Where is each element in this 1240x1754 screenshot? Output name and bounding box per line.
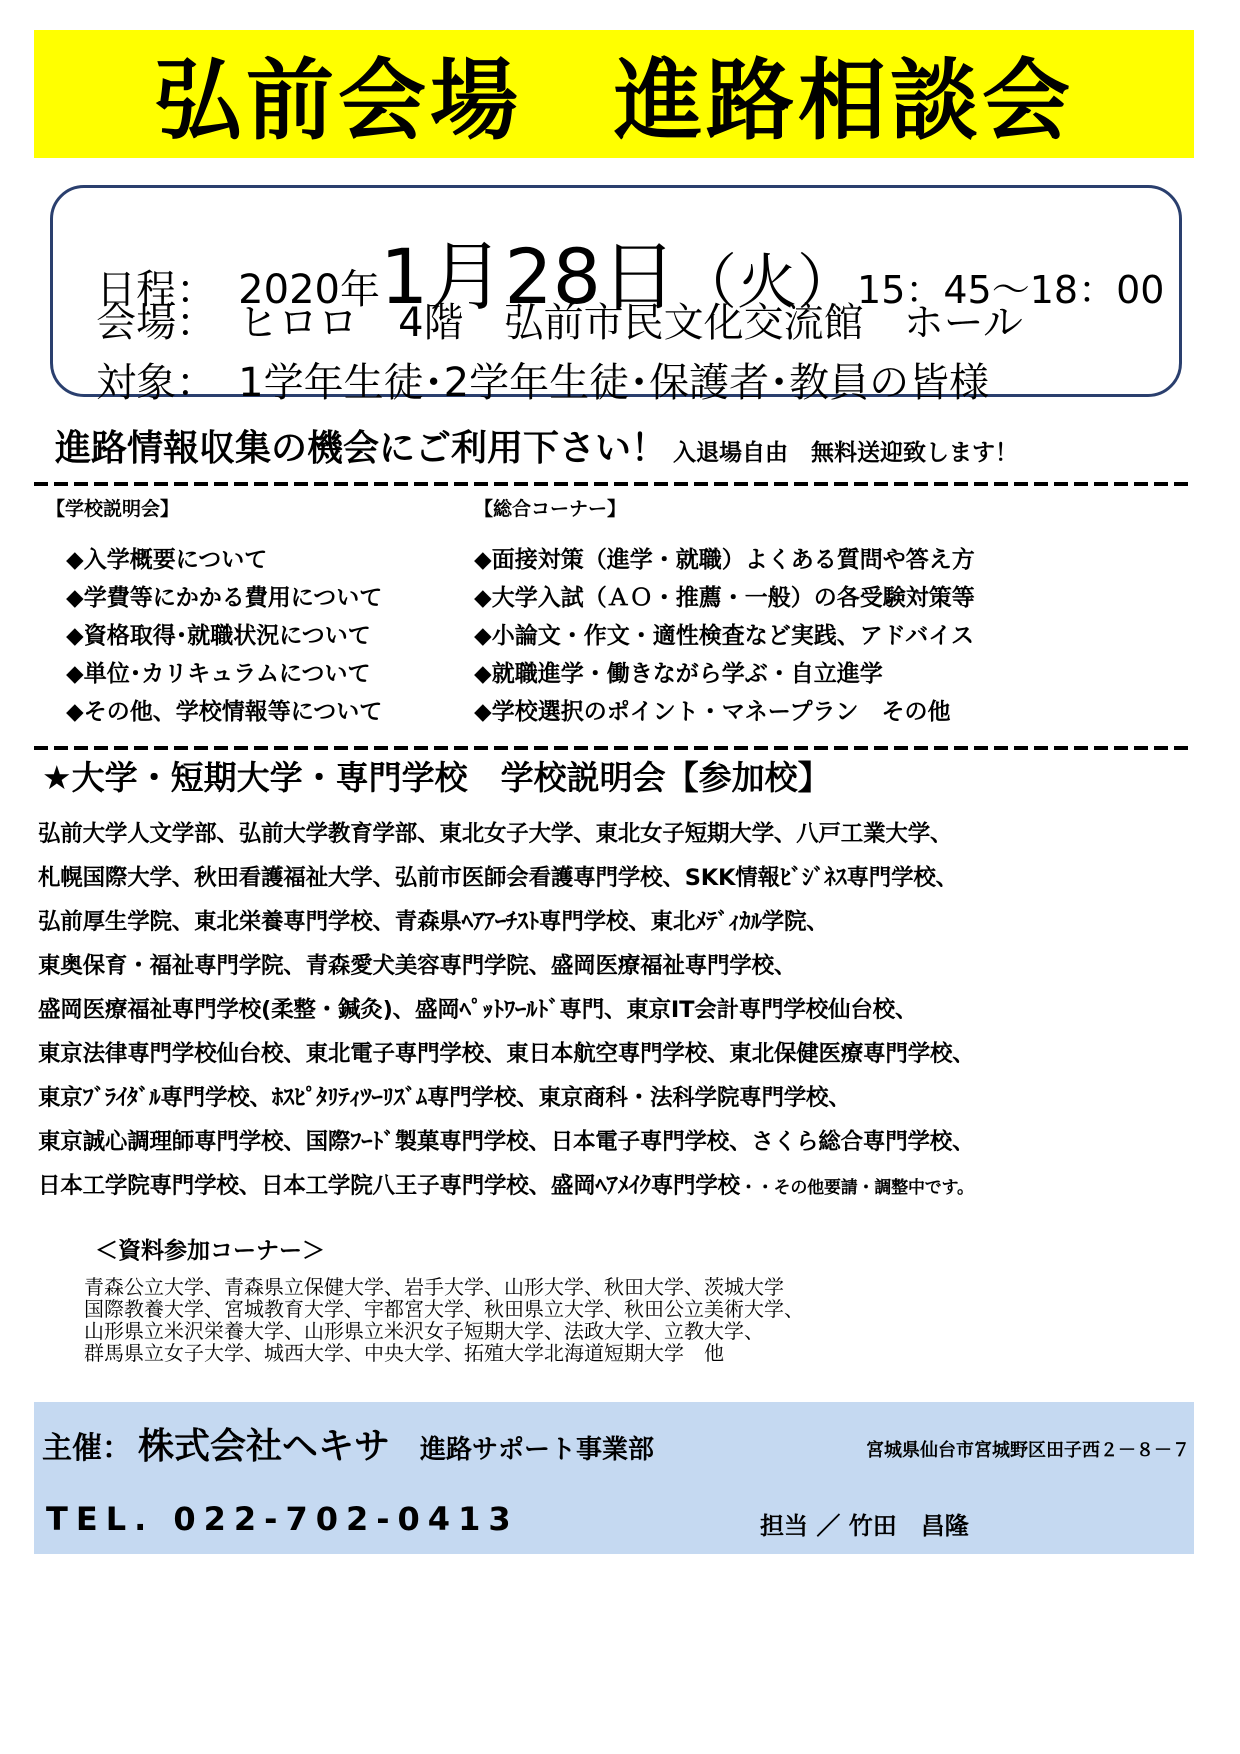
general-corner-section [474,494,975,731]
list-item: 東京誠心調理師専門学校、国際ﾌｰﾄﾞ製菓専門学校、日本電子専門学校、さくら総合専門学校、 [38,1129,975,1155]
page-title: 弘前会場 進路相談会 [153,49,1074,152]
materials-list [84,1276,804,1364]
divider [34,746,1194,750]
tagline [55,420,1205,471]
date-month-day: 1月28日 [379,232,678,321]
address: 宮城県仙台市宮城野区田子西２－８－７ [866,1440,1190,1461]
list-item: ◆面接対策（進学・就職）よくある質問や答え方 [474,547,975,573]
target-value: 1学年生徒･2学年生徒･保護者･教員の皆様 [238,360,990,406]
list-item: 青森公立大学、青森県立保健大学、岩手大学、山形大学、秋田大学、茨城大学 [84,1275,784,1299]
school-line-text: 日本工学院専門学校、日本工学院八王子専門学校、盛岡ﾍｱﾒｲｸ専門学校 [38,1173,740,1199]
list-item: ◆資格取得･就職状況について [66,623,371,649]
list-item: ◆単位･カリキュラムについて [66,661,371,687]
list-item: ◆その他、学校情報等について [66,699,383,725]
target-row [86,332,989,408]
participants-heading: ★大学・短期大学・専門学校 学校説明会【参加校】 [42,758,831,797]
tagline-sub: 入退場自由 無料送迎致します！ [673,440,1019,466]
list-item: ◆学費等にかかる費用について [66,585,383,611]
list-item: 国際教養大学、宮城教育大学、宇都宮大学、秋田県立大学、秋田公立美術大学、 [84,1297,804,1321]
venue-label: 会場： [96,300,217,346]
target-label: 対象： [96,360,217,406]
list-item: ◆大学入試（ＡＯ・推薦・一般）の各受験対策等 [474,585,975,611]
venue-value: ヒロロ 4階 弘前市民文化交流館 ホール [238,300,1023,346]
pending-note: ・・その他要請・調整中です。 [739,1178,974,1198]
date-label: 日程： [96,267,217,313]
list-item: ◆学校選択のポイント・マネープラン その他 [474,699,951,725]
list-item: 東京ﾌﾞﾗｲﾀﾞﾙ専門学校、ﾎｽﾋﾟﾀﾘﾃｨﾂｰﾘｽﾞﾑ専門学校、東京商科・法科学院専門学校、 [38,1085,851,1111]
list-item: 東京法律専門学校仙台校、東北電子専門学校、東日本航空専門学校、東北保健医療専門学校、 [38,1041,975,1067]
list-item [38,1164,1208,1208]
list-item: 札幌国際大学、秋田看護福祉大学、弘前市医師会看護専門学校、SKK情報ﾋﾞｼﾞﾈｽ専門学校、 [38,865,958,891]
materials-heading: ＜資料参加コーナー＞ [95,1238,325,1264]
organizer-footer [34,1402,1194,1554]
participating-schools [38,812,1208,1208]
phone-number: TEL. 022-702-0413 [46,1500,519,1538]
department-name: 進路サポート事業部 [420,1435,655,1465]
list-item: ◆就職進学・働きながら学ぶ・自立進学 [474,661,883,687]
list-item: ◆小論文・作文・適性検査など実践、アドバイス [474,623,974,649]
list-item: 弘前厚生学院、東北栄養専門学校、青森県ﾍｱｱｰﾁｽﾄ専門学校、東北ﾒﾃﾞｨｶﾙ学院、 [38,909,829,935]
event-time: 15：45～18：00 [857,268,1165,312]
list-item: 盛岡医療福祉専門学校(柔整・鍼灸)、盛岡ﾍﾟｯﾄﾜｰﾙﾄﾞ専門、東京IT会計専門学校仙台校、 [38,997,918,1023]
organizer-row [42,1418,654,1469]
contact-person: 担当 ／ 竹田 昌隆 [760,1512,969,1540]
school-briefing-section [46,494,382,731]
date-weekday: （火） [677,248,858,318]
list-item: ◆入学概要について [66,547,268,573]
general-corner-heading: 【総合コーナー】 [474,498,627,520]
date-year: 2020年 [238,267,380,313]
list-item: 山形県立米沢栄養大学、山形県立米沢女子短期大学、法政大学、立教大学、 [84,1319,764,1343]
list-item: 弘前大学人文学部、弘前大学教育学部、東北女子大学、東北女子短期大学、八戸工業大学、 [38,821,953,847]
tagline-main: 進路情報収集の機会にご利用下さい！ [55,428,668,469]
company-name: 株式会社ヘキサ [138,1426,391,1467]
title-banner [34,30,1194,158]
organizer-label: 主催： [42,1431,132,1466]
list-item: 群馬県立女子大学、城西大学、中央大学、拓殖大学北海道短期大学 他 [84,1341,724,1365]
list-item: 東奥保育・福祉専門学院、青森愛犬美容専門学院、盛岡医療福祉専門学校、 [38,953,797,979]
school-briefing-heading: 【学校説明会】 [46,498,180,520]
divider [34,482,1194,486]
